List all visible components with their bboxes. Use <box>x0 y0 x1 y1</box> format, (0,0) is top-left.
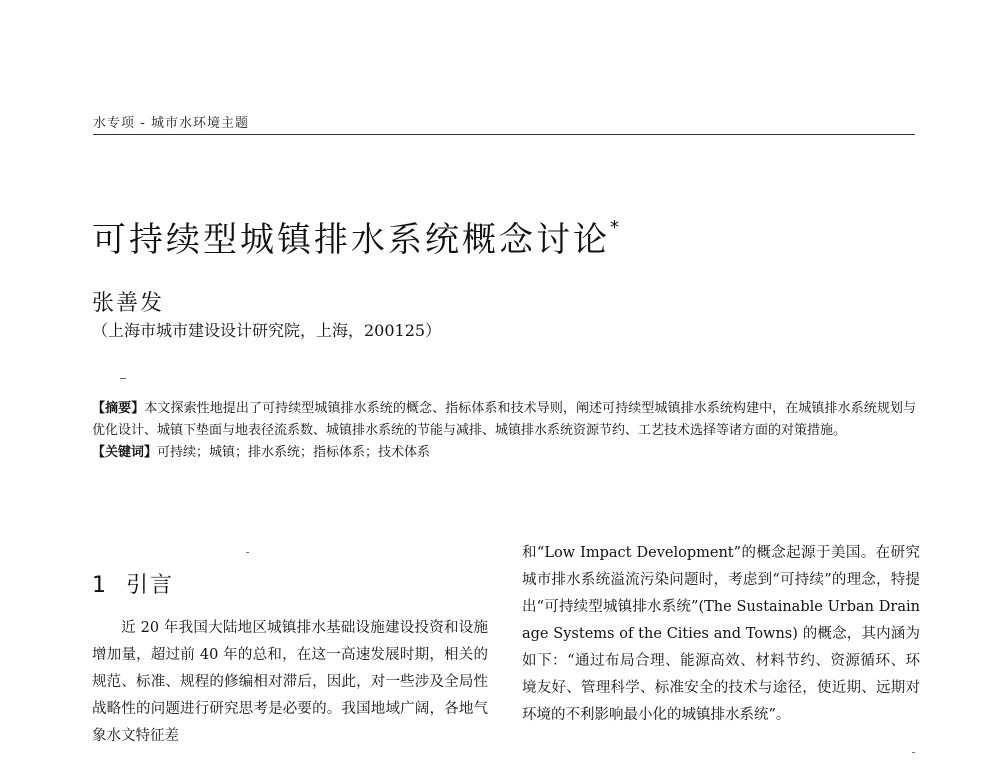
abstract-text: 本文探索性地提出了可持续型城镇排水系统的概念、指标体系和技术导则，阐述可持续型城镇排水系统构建中，在城镇排水系统规划与优化设计、城镇下垫面与地表径流系数、城镇排水系统的节能与减排、城镇排水系统资源节约、工艺技术选择等诸方面的对策措施。 <box>92 401 916 438</box>
section-heading <box>92 568 488 599</box>
running-header: 水专项 - 城市水环境主题 <box>93 116 249 131</box>
right-paragraph: 和“Low Impact Development”的概念起源于美国。在研究城市排水系统溢流污染问题时，考虑到“可持续”的理念，特提出“可持续型城镇排水系统”(The Sustainable Urban Drainage Systems of the Cities and Towns) 的概念，其内涵为如下：“通过布局合理、能源高效、材料节约、资源循环、环境友好、管理科学、标准安全的技术与途径，使近期、远期对环境的不利影响最小化的城镇排水系统”。 <box>522 545 920 723</box>
stray-dot <box>912 752 915 753</box>
title-footnote-mark: * <box>610 216 619 238</box>
title-text: 可持续型城镇排水系统概念讨论 <box>92 220 610 260</box>
abstract-block <box>92 398 916 464</box>
keywords <box>92 442 916 464</box>
right-column <box>522 540 920 729</box>
author: 张善发 <box>92 291 165 316</box>
section-number: 1 <box>92 573 108 598</box>
keywords-label: 【关键词】 <box>92 445 158 460</box>
stray-mark <box>120 378 126 379</box>
stray-dot <box>246 552 249 553</box>
keywords-text: 可持续；城镇；排水系统；指标体系；技术体系 <box>157 445 431 460</box>
paper-title <box>92 212 619 261</box>
affiliation: （上海市城市建设设计研究院，上海，200125） <box>92 321 442 340</box>
left-column <box>92 546 488 750</box>
abstract-label: 【摘要】 <box>92 401 145 416</box>
section-title: 引言 <box>126 573 175 598</box>
header-rule <box>93 134 915 135</box>
intro-paragraph: 近 20 年我国大陆地区城镇排水基础设施建设投资和设施增加量，超过前 40 年的总和，在这一高速发展时期，相关的规范、标准、规程的修编相对滞后，因此，对一些涉及全局性战略性的问题进行研究思考是必要的。我国地域广阔，各地气象水文特征差 <box>92 620 488 744</box>
abstract <box>92 398 916 442</box>
